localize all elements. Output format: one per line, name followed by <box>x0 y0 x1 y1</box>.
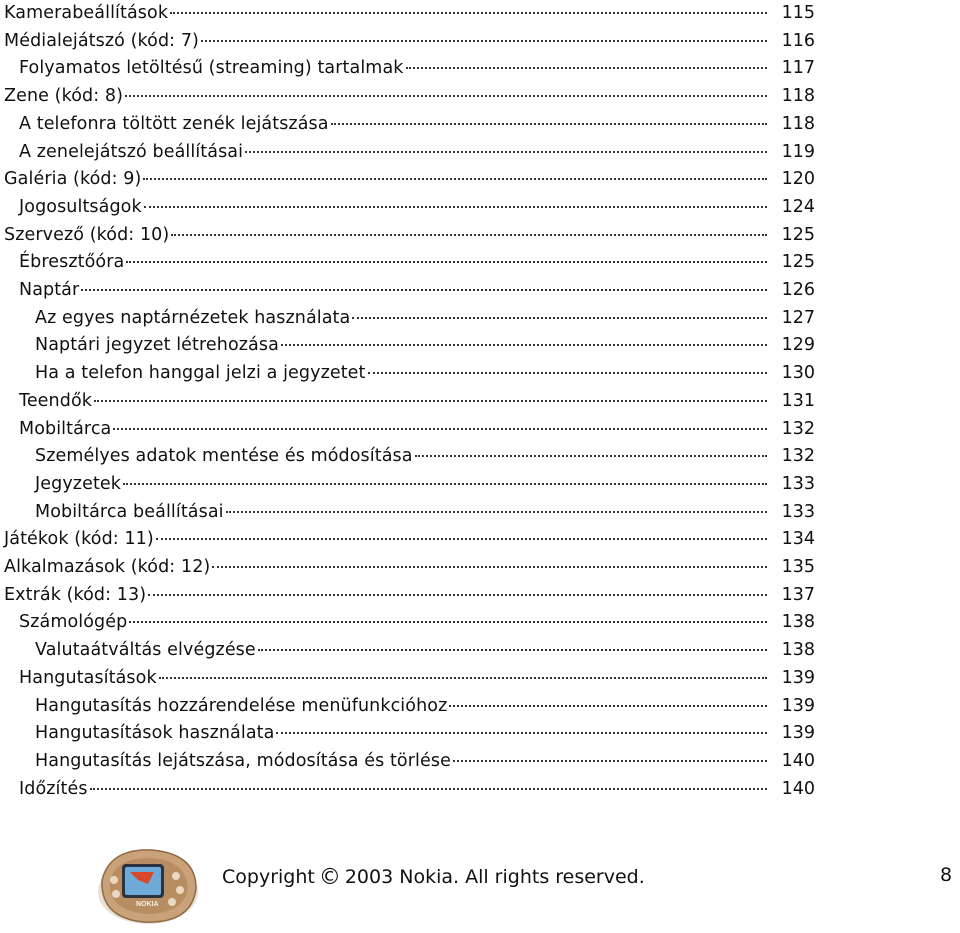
toc-entry-page: 133 <box>781 473 815 494</box>
toc-dot-leader <box>148 580 767 600</box>
toc-entry-title: Személyes adatok mentése és módosítása <box>35 446 413 467</box>
toc-entry-title: Mobiltárca <box>19 418 112 439</box>
toc-dot-leader <box>129 607 767 627</box>
toc-dot-leader <box>159 663 767 683</box>
toc-entry-title: Hangutasítás lejátszása, módosítása és törlése <box>35 750 451 771</box>
toc-entry-title: Hangutasítások használata <box>35 723 275 744</box>
toc-entry-page: 138 <box>781 612 815 633</box>
toc-entry-page: 131 <box>781 390 815 411</box>
svg-text:NOKIA: NOKIA <box>136 901 159 908</box>
toc-dot-leader <box>368 358 767 378</box>
toc-entry-title: Számológép <box>19 612 128 633</box>
toc-dot-leader <box>170 0 767 18</box>
toc-entry-page: 139 <box>781 723 815 744</box>
toc-entry-title: Mobiltárca beállításai <box>35 501 224 522</box>
toc-entry <box>0 303 815 331</box>
toc-entry <box>0 109 815 137</box>
toc-entry <box>0 691 815 719</box>
toc-dot-leader <box>226 497 767 517</box>
toc-entry-page: 125 <box>781 252 815 273</box>
toc-entry-title: A telefonra töltött zenék lejátszása <box>19 113 329 134</box>
toc-dot-leader <box>143 164 767 184</box>
toc-dot-leader <box>90 774 767 794</box>
toc-entry <box>0 497 815 525</box>
toc-entry-page: 139 <box>781 667 815 688</box>
toc-dot-leader <box>81 275 767 295</box>
toc-entry-page: 117 <box>781 58 815 79</box>
copyright-notice <box>222 864 645 889</box>
toc-dot-leader <box>415 441 767 461</box>
toc-entry-page: 124 <box>781 196 815 217</box>
toc-entry <box>0 164 815 192</box>
toc-entry <box>0 247 815 275</box>
copyright-symbol: © <box>318 865 341 890</box>
toc-entry-title: Galéria (kód: 9) <box>4 169 142 190</box>
toc-entry-page: 132 <box>781 446 815 467</box>
toc-dot-leader <box>352 303 767 323</box>
toc-entry-page: 126 <box>781 280 815 300</box>
toc-dot-leader <box>449 691 767 711</box>
toc-dot-leader <box>126 247 767 267</box>
toc-entry <box>0 718 815 746</box>
toc-entry-title: Kamerabeállítások <box>4 3 169 23</box>
toc-entry-title: Zene (kód: 8) <box>4 86 124 107</box>
toc-dot-leader <box>123 469 767 489</box>
nokia-phone-image <box>92 840 204 932</box>
toc-entry-page: 118 <box>781 86 815 107</box>
toc-entry-page: 118 <box>781 113 815 134</box>
toc-entry-page: 129 <box>781 335 815 356</box>
toc-entry-page: 135 <box>781 557 815 577</box>
toc-entry-page: 140 <box>781 778 815 799</box>
toc-entry-title: Teendők <box>19 390 92 411</box>
toc-entry <box>0 26 815 54</box>
copyright-text: 2003 Nokia. All rights reserved. <box>344 866 645 888</box>
toc-entry <box>0 275 815 303</box>
toc-entry-title: Ha a telefon hanggal jelzi a jegyzetet <box>35 363 366 384</box>
toc-entry-title: Jogosultságok <box>19 196 142 217</box>
toc-entry <box>0 607 815 635</box>
toc-dot-leader <box>276 718 767 738</box>
toc-entry <box>0 552 815 580</box>
toc-entry-title: Naptári jegyzet létrehozása <box>35 335 279 356</box>
toc-dot-leader <box>281 330 767 350</box>
toc-entry <box>0 580 815 608</box>
toc-entry-page: 140 <box>781 750 815 771</box>
toc-entry-title: Ébresztőóra <box>19 252 125 273</box>
toc-entry <box>0 358 815 386</box>
toc-entry-page: 133 <box>781 501 815 522</box>
toc-entry <box>0 81 815 109</box>
toc-entry-title: Folyamatos letöltésű (streaming) tartalmak <box>19 58 404 79</box>
toc-entry-page: 120 <box>781 169 815 190</box>
toc-entry-title: Hangutasítások <box>19 667 157 688</box>
toc-entry <box>0 386 815 414</box>
toc-entry <box>0 220 815 248</box>
copyright-prefix: Copyright <box>222 866 315 888</box>
toc-entry <box>0 137 815 165</box>
toc-entry-page: 137 <box>781 584 815 605</box>
toc-entry-page: 119 <box>781 141 815 162</box>
toc-entry <box>0 330 815 358</box>
toc-dot-leader <box>453 746 767 766</box>
toc-entry-page: 138 <box>781 640 815 661</box>
toc-dot-leader <box>331 109 767 129</box>
toc-entry <box>0 53 815 81</box>
toc-entry-page: 125 <box>781 224 815 245</box>
toc-entry-title: Az egyes naptárnézetek használata <box>35 307 351 328</box>
toc-entry <box>0 192 815 220</box>
toc-entry <box>0 414 815 442</box>
toc-entry <box>0 524 815 552</box>
toc-entry <box>0 635 815 663</box>
toc-entry <box>0 663 815 691</box>
toc-entry-page: 134 <box>781 529 815 550</box>
toc-entry-page: 116 <box>781 30 815 51</box>
toc-entry <box>0 0 815 26</box>
toc-dot-leader <box>125 81 767 101</box>
toc-dot-leader <box>156 524 767 544</box>
toc-entry <box>0 469 815 497</box>
toc-dot-leader <box>144 192 767 212</box>
toc-entry-title: Valutaátváltás elvégzése <box>35 640 256 661</box>
toc-entry-page: 139 <box>781 695 815 716</box>
toc-dot-leader <box>212 552 767 572</box>
toc-entry-title: Időzítés <box>19 778 88 799</box>
toc-entry-title: Extrák (kód: 13) <box>4 584 147 605</box>
toc-dot-leader <box>171 220 767 240</box>
toc-dot-leader <box>201 26 767 46</box>
toc-dot-leader <box>94 386 767 406</box>
toc-entry-page: 132 <box>781 418 815 439</box>
toc-dot-leader <box>406 53 767 73</box>
toc-dot-leader <box>258 635 767 655</box>
toc-entry-title: Alkalmazások (kód: 12) <box>4 557 211 577</box>
toc-entry-page: 115 <box>781 3 815 23</box>
page-number: 8 <box>940 864 953 886</box>
toc-dot-leader <box>113 414 767 434</box>
toc-entry-title: Hangutasítás hozzárendelése menüfunkcióhoz <box>35 695 448 716</box>
toc-entry-page: 130 <box>781 363 815 384</box>
toc-entry-title: Naptár <box>19 280 80 300</box>
toc-entry-title: Szervező (kód: 10) <box>4 224 170 245</box>
toc-entry-title: Játékok (kód: 11) <box>4 529 154 550</box>
toc-entry-title: A zenelejátszó beállításai <box>19 141 244 162</box>
toc-entry <box>0 746 815 774</box>
toc-dot-leader <box>245 137 767 157</box>
toc-entry-title: Jegyzetek <box>35 473 122 494</box>
toc-entry-title: Médialejátszó (kód: 7) <box>4 30 199 51</box>
toc-entry <box>0 774 815 802</box>
toc-entry <box>0 441 815 469</box>
toc-entry-page: 127 <box>781 307 815 328</box>
